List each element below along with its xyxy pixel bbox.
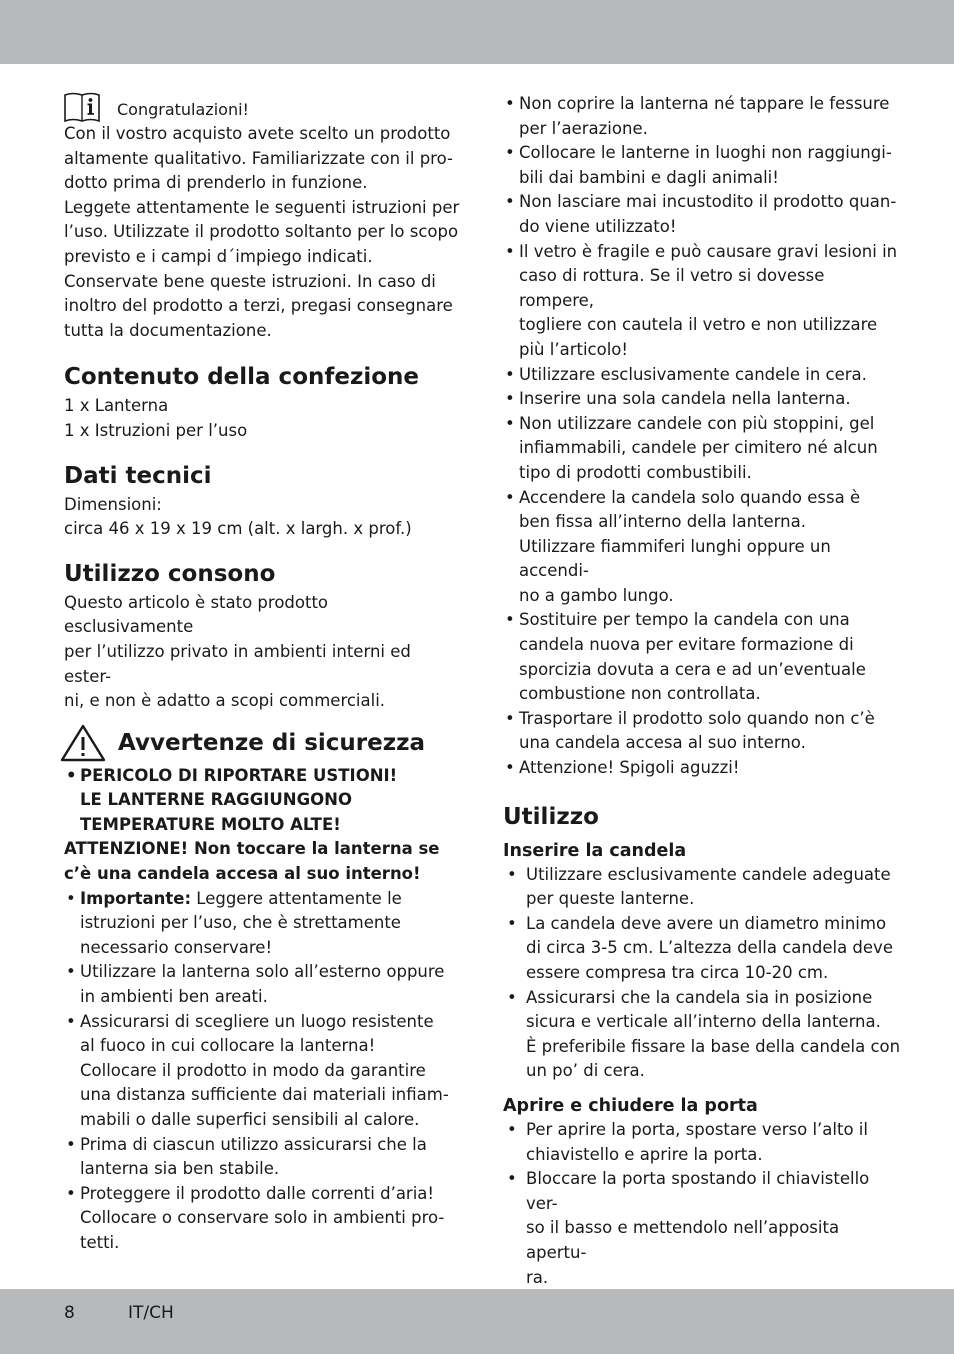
contents-text: 1 x Lanterna 1 x Istruzioni per l’uso (64, 396, 248, 440)
header-bar (0, 0, 954, 64)
list-item: • Accendere la candela solo quando essa è ben fissa all’interno della lanterna. Utilizzare fiammiferi lunghi oppure un accendi- no a gambo lungo. (503, 486, 903, 609)
list-item: • Assicurarsi di scegliere un luogo resistente al fuoco in cui collocare la lanterna! Collocare il prodotto in modo da garantire una distanza sufficiente dai materiali infiam- mabili o dalle superfici sensibili al calore. (64, 1010, 460, 1133)
safety-list-items (64, 887, 460, 1256)
intended-use-heading: Utilizzo consono (64, 560, 276, 587)
warning-triangle-icon (60, 724, 106, 762)
list-item: • Trasportare il prodotto solo quando non c’è una candela accesa al suo interno. (503, 707, 903, 756)
insert-candle-list (503, 863, 903, 1084)
intro-text: Con il vostro acquisto avete scelto un prodotto altamente qualitativo. Familiarizzate con il pro- dotto prima di prenderlo in funzione. Leggete attentamente le seguenti istruzioni per l’uso. Utilizzate il prodotto soltanto per lo scopo previsto e i campi d´impiego indicati. Conservate bene queste istruzioni. In caso di inoltro del prodotto a terzi, pregasi consegnare tutta la documentazione. (64, 124, 460, 340)
list-item: • Assicurarsi che la candela sia in posizione sicura e verticale all’interno della lanterna. È preferibile fissare la base della candela con un po’ di cera. (503, 986, 903, 1084)
locale-label: IT/CH (128, 1303, 174, 1323)
list-item: • Il vetro è fragile e può causare gravi lesioni in caso di rottura. Se il vetro si dovesse rompere, togliere con cautela il vetro e non utilizzare più l’articolo! (503, 240, 903, 363)
list-item: • Attenzione! Spigoli aguzzi! (503, 756, 903, 781)
door-list (503, 1118, 903, 1290)
list-item: • Non utilizzare candele con più stoppini, gel infiammabili, candele per cimitero né alcun tipo di prodotti combustibili. (503, 412, 903, 486)
door-heading: Aprire e chiudere la porta (503, 1095, 758, 1116)
list-item: • Non coprire la lanterna né tappare le fessure per l’aerazione. (503, 92, 903, 141)
intended-use-text: Questo articolo è stato prodotto esclusivamente per l’utilizzo privato in ambienti interni ed ester- ni, e non è adatto a scopi commerciali. (64, 592, 411, 711)
safety-heading: Avvertenze di sicurezza (118, 729, 426, 756)
list-item: • Utilizzare esclusivamente candele adeguate per queste lanterne. (503, 863, 903, 912)
list-item: • Utilizzare esclusivamente candele in cera. (503, 363, 903, 388)
list-item: • Prima di ciascun utilizzo assicurarsi che la lanterna sia ben stabile. (64, 1133, 460, 1182)
list-item: • Sostituire per tempo la candela con una candela nuova per evitare formazione di sporcizia dovuta a cera e ad un’eventuale combustione non controllata. (503, 608, 903, 706)
important-text: Leggere attentamente le istruzioni per l’uso, che è strettamente necessario conservare! (80, 888, 402, 957)
danger-warning: • PERICOLO DI RIPORTARE USTIONI! LE LANTERNE RAGGIUNGONO TEMPERATURE MOLTO ALTE! (64, 764, 460, 838)
specs-heading: Dati tecnici (64, 462, 212, 489)
list-item: • Per aprire la porta, spostare verso l’alto il chiavistello e aprire la porta. (503, 1118, 903, 1167)
info-manual-icon (64, 92, 100, 122)
safety-header (60, 724, 460, 762)
left-column (64, 92, 460, 1256)
right-column (503, 92, 903, 1290)
list-item: • Collocare le lanterne in luoghi non raggiungi- bili dai bambini e dagli animali! (503, 141, 903, 190)
intro-title: Congratulazioni! (117, 100, 249, 119)
safety-list (64, 764, 460, 838)
intro-header (64, 92, 460, 122)
list-item: • Bloccare la porta spostando il chiavistello ver- so il basso e mettendolo nell’apposita apertu- ra. (503, 1167, 903, 1290)
list-item (64, 887, 460, 961)
list-item: • Utilizzare la lanterna solo all’esterno oppure in ambienti ben areati. (64, 960, 460, 1009)
list-item: • Inserire una sola candela nella lanterna. (503, 387, 903, 412)
page-number: 8 (64, 1303, 75, 1323)
list-item: • Non lasciare mai incustodito il prodotto quan- do viene utilizzato! (503, 190, 903, 239)
important-label: Importante: (80, 888, 192, 908)
list-item: • Proteggere il prodotto dalle correnti d’aria! Collocare o conservare solo in ambienti pro- tetti. (64, 1182, 460, 1256)
list-item: • La candela deve avere un diametro minimo di circa 3-5 cm. L’altezza della candela deve essere compresa tra circa 10-20 cm. (503, 912, 903, 986)
attention-warning: ATTENZIONE! Non toccare la lanterna se c’è una candela accesa al suo interno! (64, 839, 440, 884)
safety-list-continued (503, 92, 903, 781)
contents-heading: Contenuto della confezione (64, 364, 420, 391)
usage-heading: Utilizzo (503, 803, 599, 830)
insert-candle-heading: Inserire la candela (503, 840, 687, 861)
specs-text: Dimensioni: circa 46 x 19 x 19 cm (alt. x largh. x prof.) (64, 494, 412, 539)
